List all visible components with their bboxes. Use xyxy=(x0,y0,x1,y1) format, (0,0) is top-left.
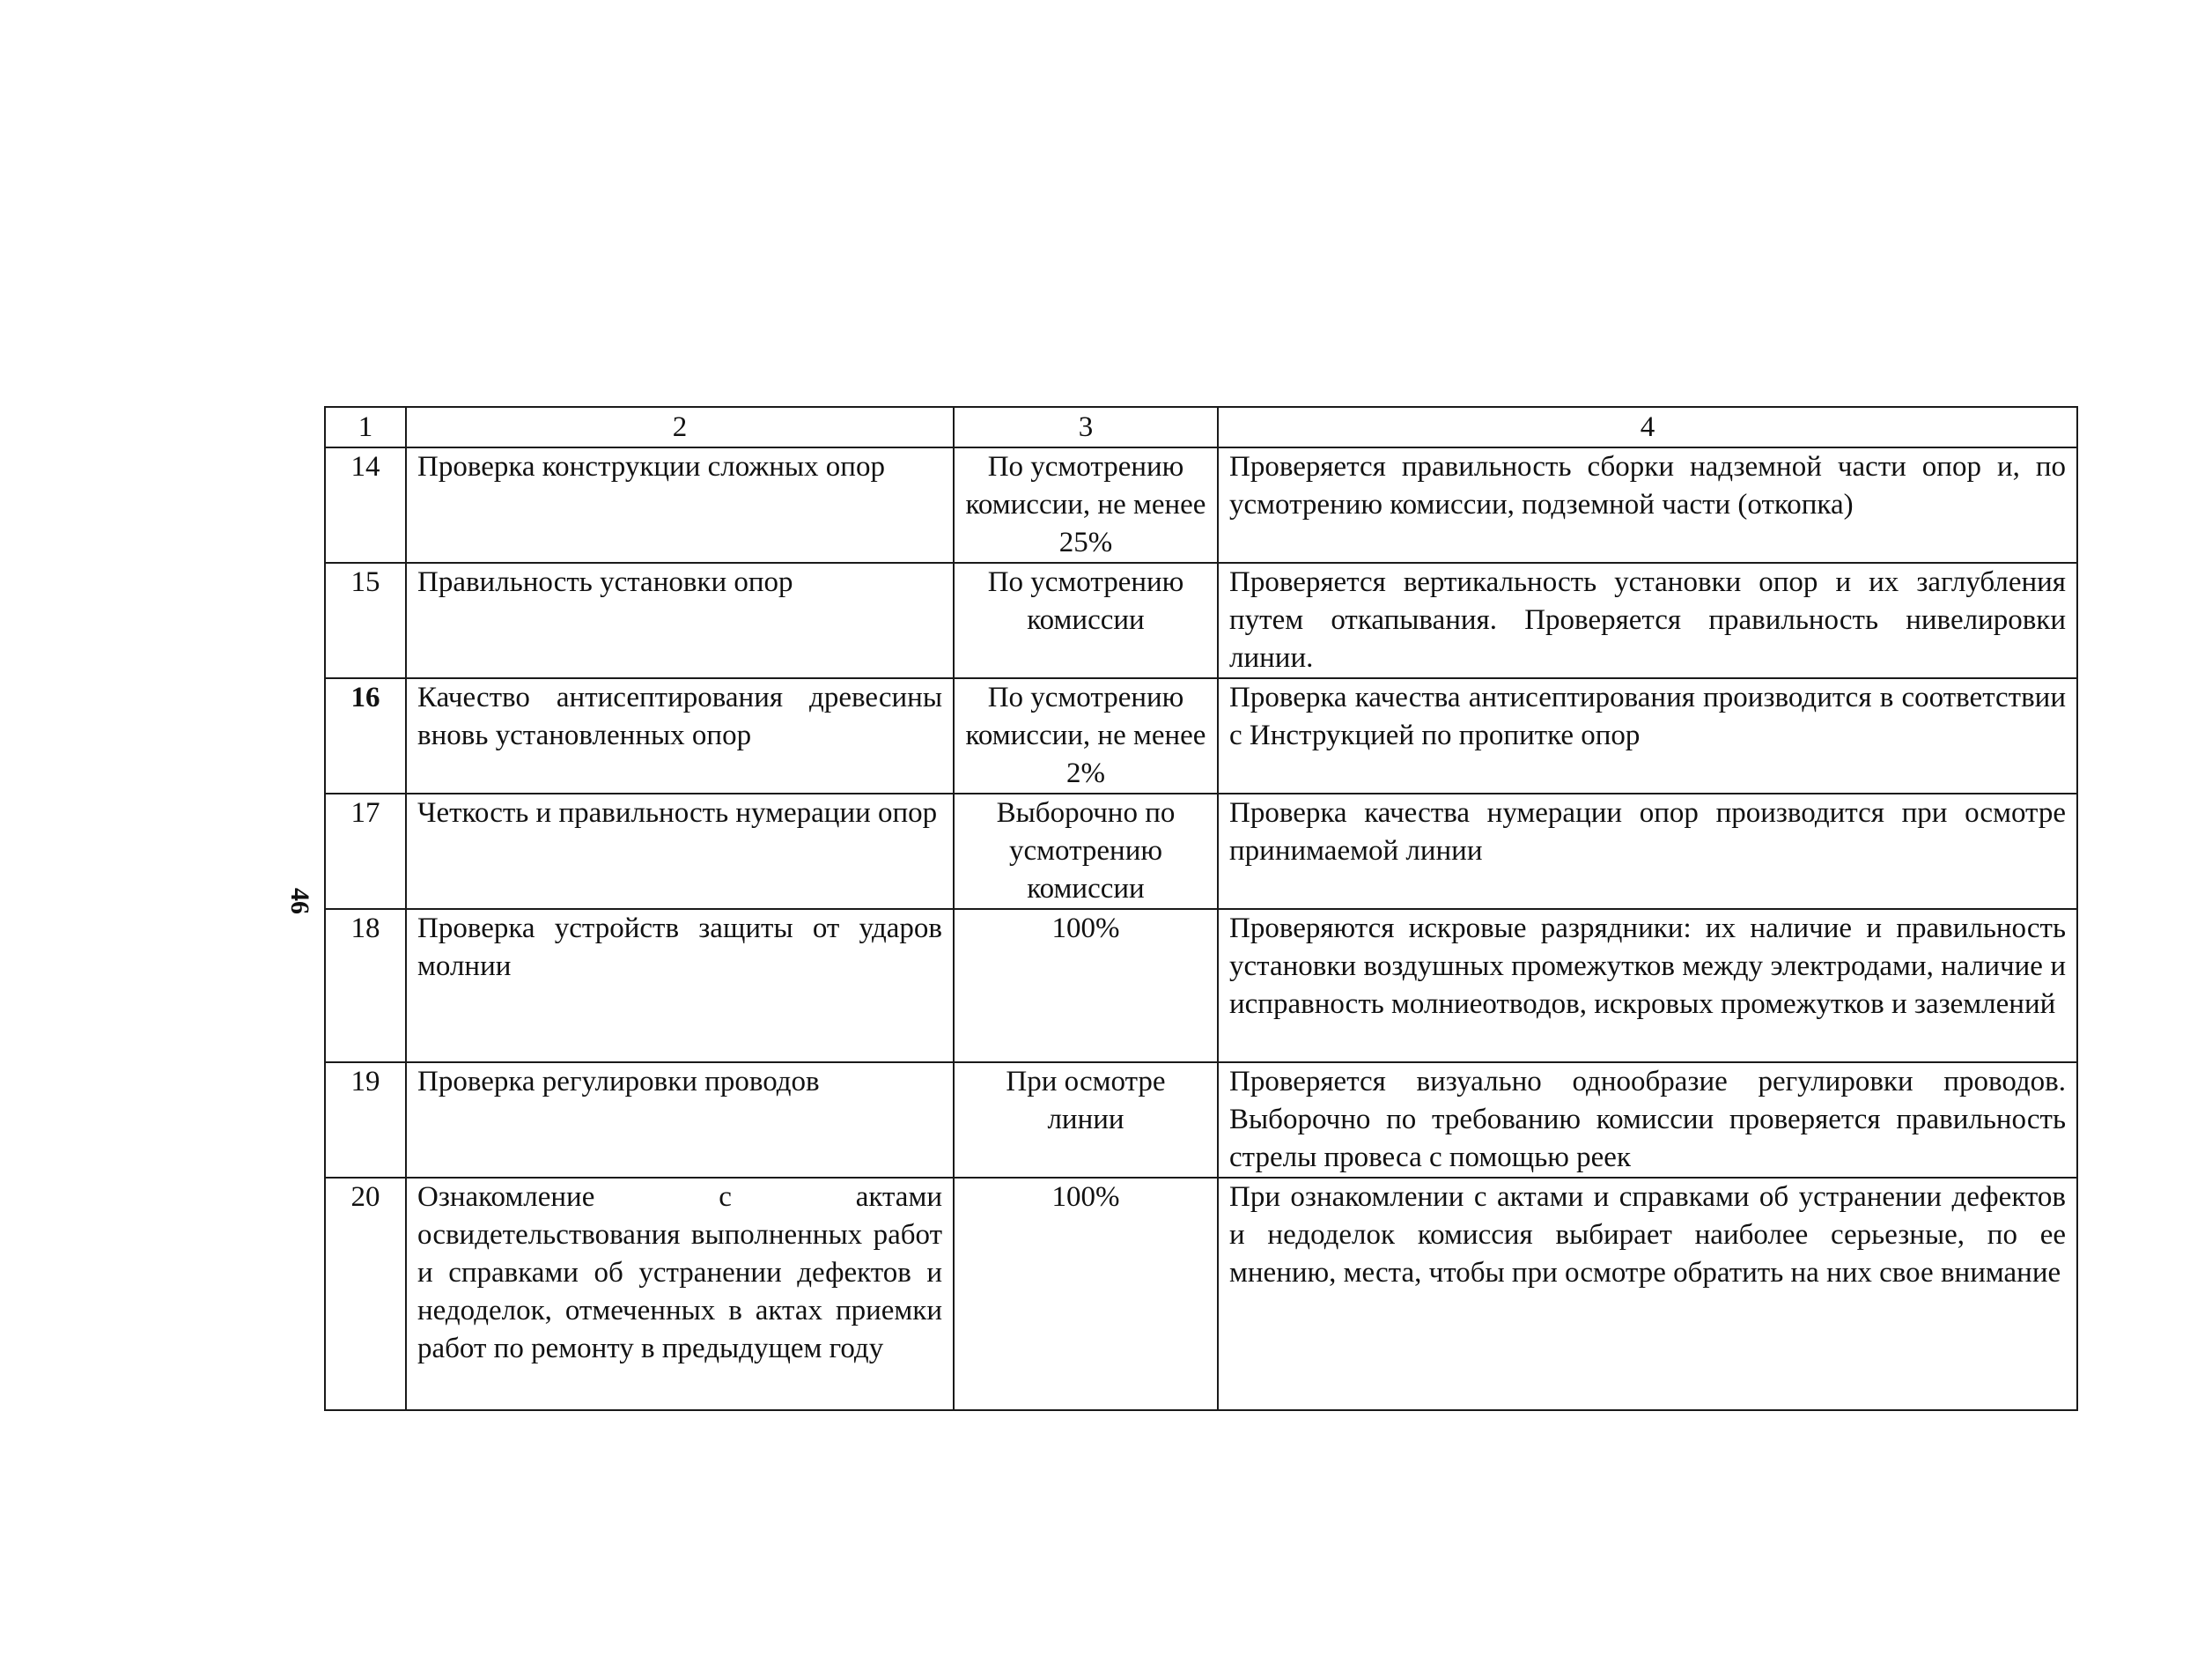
check-name: Правильность установки опор xyxy=(406,563,954,678)
check-description: Проверяется правильность сборки надземной части опор и, по усмотрению комиссии, подземной части (откопка) xyxy=(1218,447,2077,563)
header-cell-2: 2 xyxy=(406,407,954,447)
header-cell-3: 3 xyxy=(954,407,1218,447)
inspection-table xyxy=(324,406,2078,1411)
check-scope: По усмотрению комиссии, не менее 2% xyxy=(954,678,1218,794)
row-number: 18 xyxy=(325,909,406,1062)
row-number: 20 xyxy=(325,1178,406,1410)
check-name: Проверка устройств защиты от ударов молнии xyxy=(406,909,954,1062)
row-number: 17 xyxy=(325,794,406,909)
row-number: 15 xyxy=(325,563,406,678)
table-row xyxy=(325,1178,2077,1410)
row-number: 14 xyxy=(325,447,406,563)
header-cell-4: 4 xyxy=(1218,407,2077,447)
table-row xyxy=(325,447,2077,563)
check-description: Проверяются искровые разрядники: их наличие и правильность установки воздушных промежутков между электродами, наличие и исправность молниеотводов, искровых промежутков и заземлений xyxy=(1218,909,2077,1062)
check-name: Проверка конструкции сложных опор xyxy=(406,447,954,563)
check-scope: При осмотре линии xyxy=(954,1062,1218,1178)
check-scope: 100% xyxy=(954,1178,1218,1410)
check-scope: По усмотрению комиссии, не менее 25% xyxy=(954,447,1218,563)
table-row xyxy=(325,794,2077,909)
check-description: Проверка качества антисептирования производится в соответствии с Инструкцией по пропитке опор xyxy=(1218,678,2077,794)
check-scope: 100% xyxy=(954,909,1218,1062)
row-number: 19 xyxy=(325,1062,406,1178)
check-name: Проверка регулировки проводов xyxy=(406,1062,954,1178)
check-scope: Выборочно по усмотрению комиссии xyxy=(954,794,1218,909)
table-row xyxy=(325,909,2077,1062)
table-header-row xyxy=(325,407,2077,447)
check-description: Проверяется визуально однообразие регулировки проводов. Выборочно по требованию комиссии проверяется правильность стрелы провеса с помощью реек xyxy=(1218,1062,2077,1178)
table-row xyxy=(325,1062,2077,1178)
table-row xyxy=(325,563,2077,678)
check-description: Проверка качества нумерации опор производится при осмотре принимаемой линии xyxy=(1218,794,2077,909)
header-cell-1: 1 xyxy=(325,407,406,447)
check-name: Качество антисептирования древесины вновь установленных опор xyxy=(406,678,954,794)
page-number: 46 xyxy=(285,888,314,914)
check-description: При ознакомлении с актами и справками об устранении дефектов и недоделок комиссия выбирает наиболее серьезные, по ее мнению, места, чтобы при осмотре обратить на них свое внимание xyxy=(1218,1178,2077,1410)
check-name: Ознакомление с актами освидетельствования выполненных работ и справками об устранении дефектов и недоделок, отмеченных в актах приемки работ по ремонту в предыдущем году xyxy=(406,1178,954,1410)
table-row xyxy=(325,678,2077,794)
row-number: 16 xyxy=(325,678,406,794)
check-description: Проверяется вертикальность установки опор и их заглубления путем откапывания. Проверяется правильность нивелировки линии. xyxy=(1218,563,2077,678)
check-name: Четкость и правильность нумерации опор xyxy=(406,794,954,909)
check-scope: По усмотрению комиссии xyxy=(954,563,1218,678)
